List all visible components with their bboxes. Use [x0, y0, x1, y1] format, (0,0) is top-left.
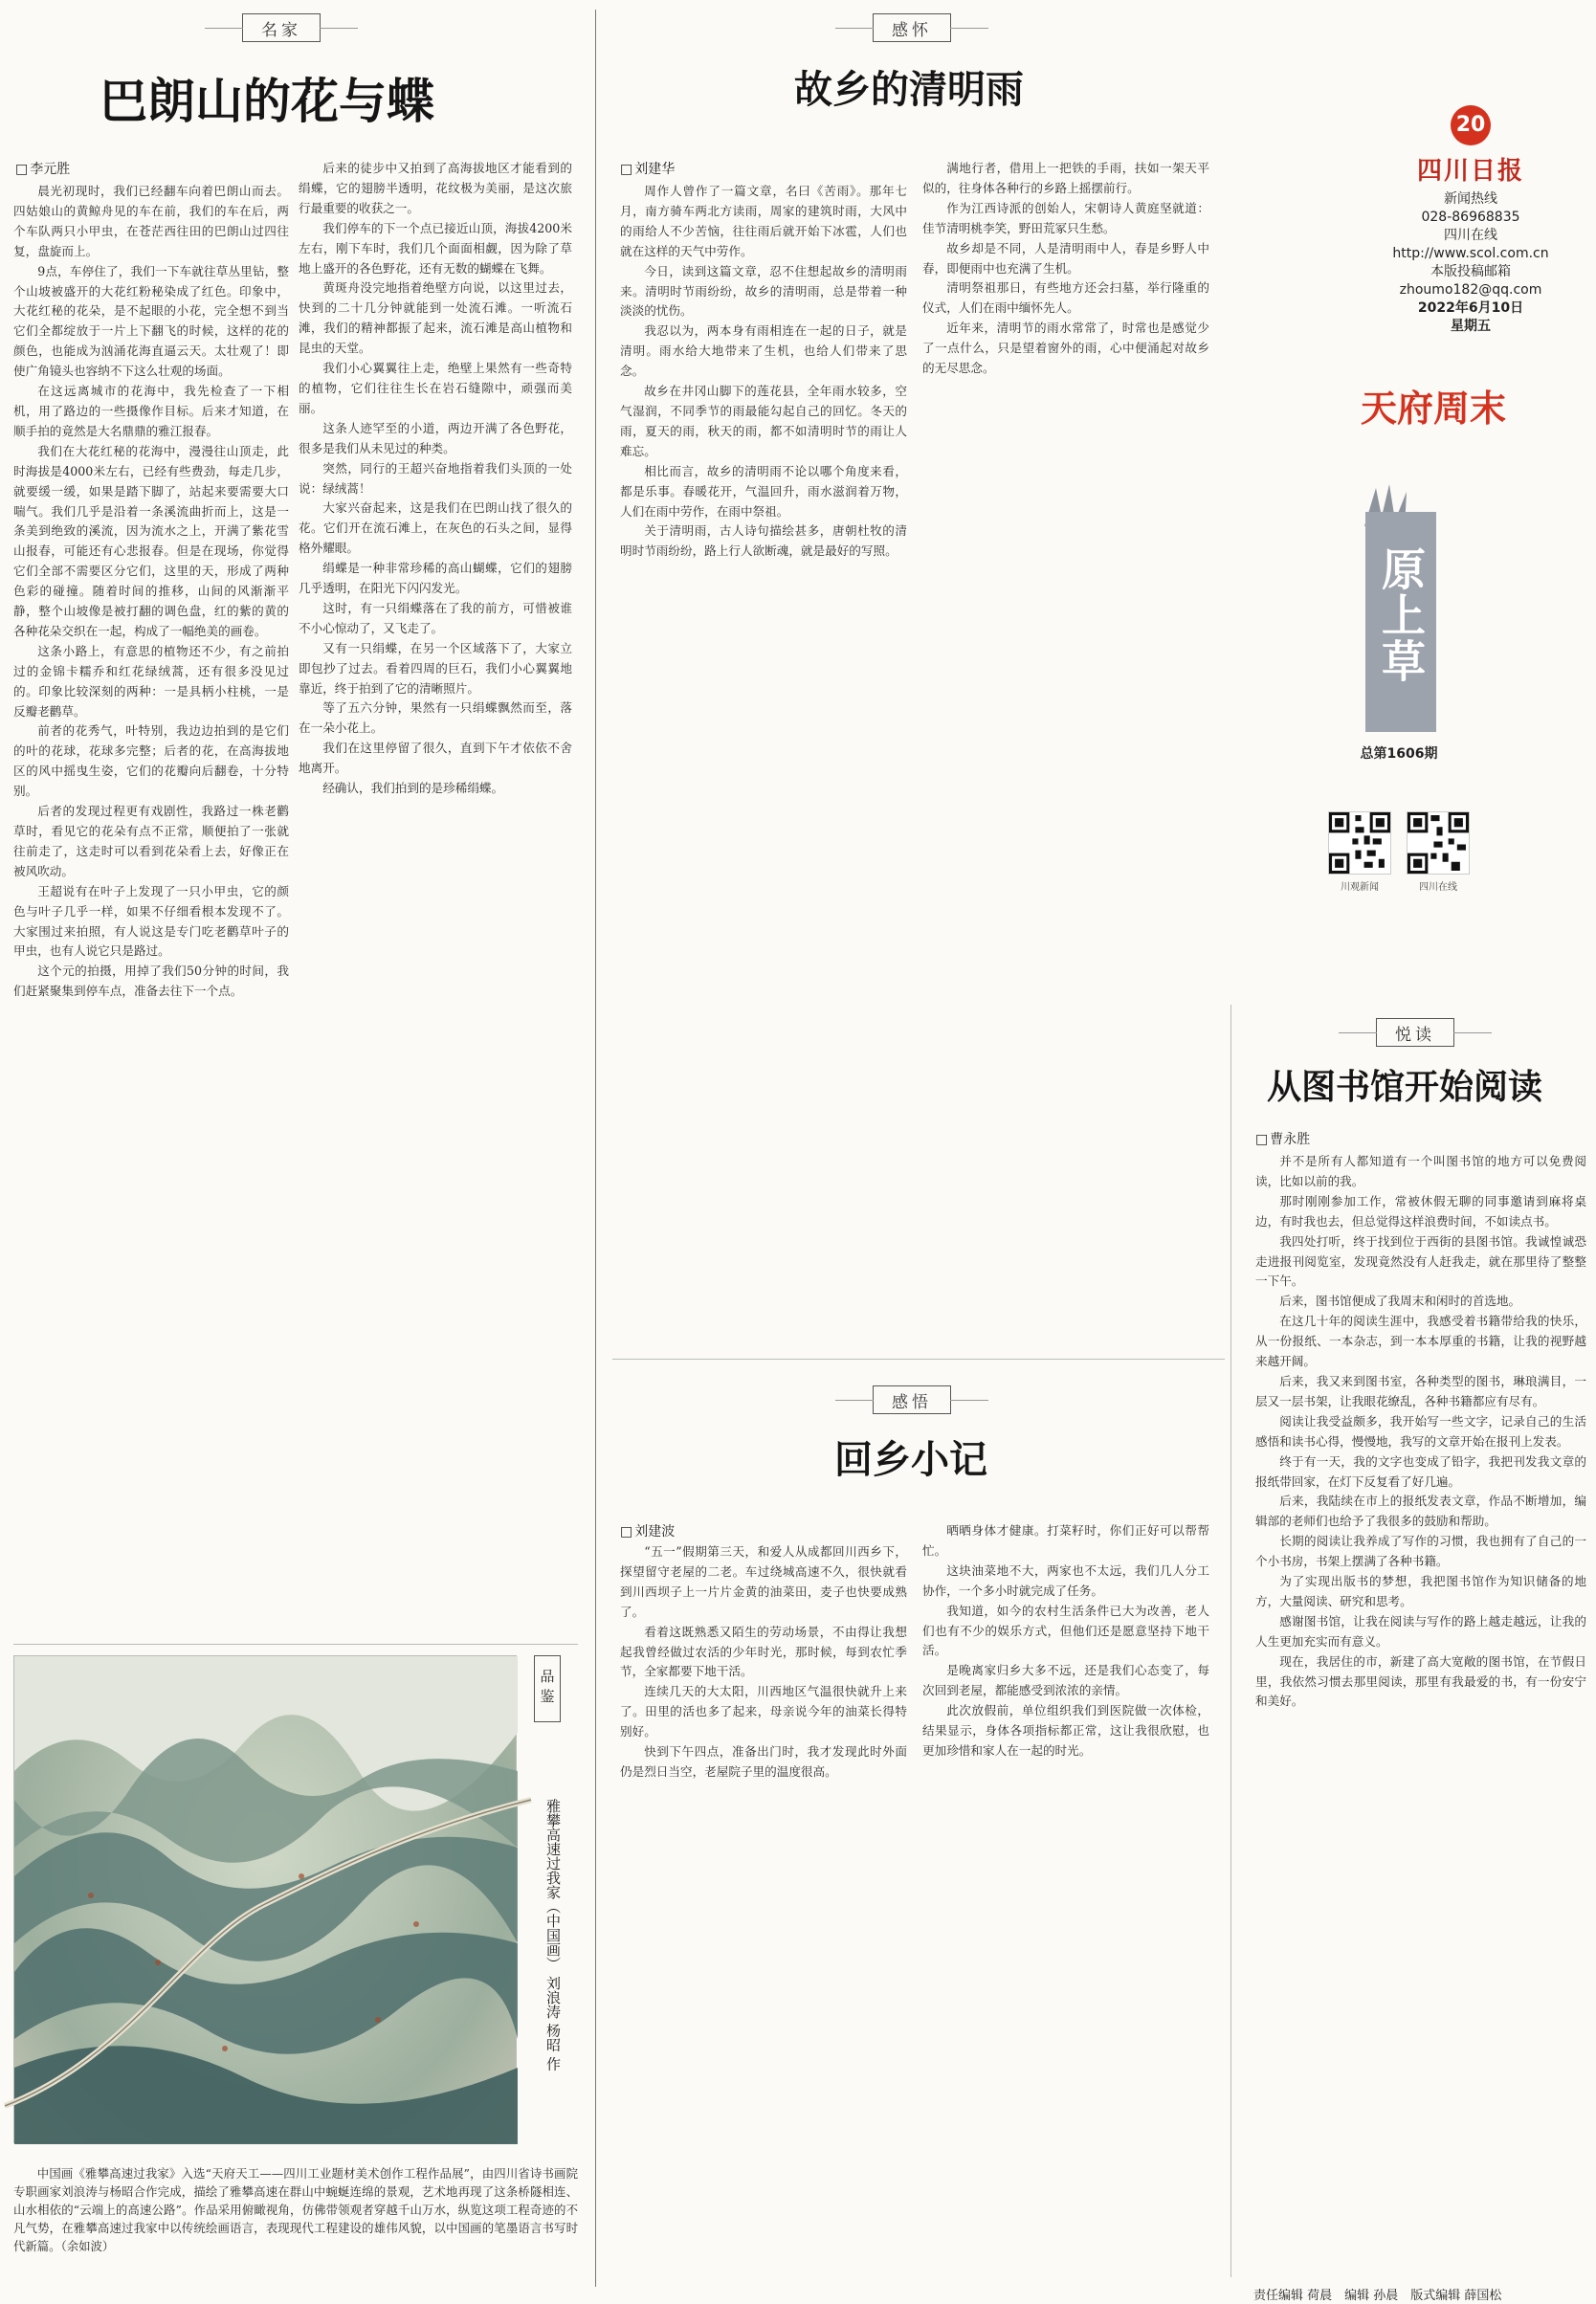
paragraph: 阅读让我受益颇多，我开始写一些文字，记录自己的生活感悟和读书心得，慢慢地，我写的文章开始在报刊上发表。 [1255, 1413, 1586, 1449]
paragraph: 为了实现出版书的梦想，我把图书馆作为知识储备的地方，大量阅读、研究和思考。 [1255, 1574, 1586, 1608]
paragraph: 感谢图书馆，让我在阅读与写作的路上越走越远，让我的人生更加充实而有意义。 [1255, 1613, 1586, 1649]
qr-label: 四川在线 [1419, 882, 1457, 893]
paragraph: 我们小心翼翼往上走，绝壁上果然有一些奇特的植物，它们往往生长在岩石缝隙中，顽强而美丽。 [299, 361, 572, 415]
paragraph: 大家兴奋起来，这是我们在巴朗山找了很久的花。它们开在流石滩上，在灰色的石头之间，显得格外耀眼。 [299, 500, 572, 556]
paragraph: 这个元的拍摄，用掉了我们50分钟的时间，我们赶紧聚集到停车点，准备去往下一个点。 [13, 964, 289, 999]
issue-date: 2022年6月10日 [1417, 300, 1524, 316]
paragraph: 我们在这里停留了很久，直到下午才依依不舍地离开。 [299, 741, 572, 776]
paragraph: 此次放假前，单位组织我们到医院做一次体检，结果显示，身体各项指标都正常，这让我很欣慰，也更加珍惜和家人在一起的时光。 [922, 1703, 1209, 1758]
paragraph: 现在，我居住的市，新建了高大宽敞的图书馆，在节假日里，我依然习惯去那里阅读，那里有我最爱的书，有一份安宁和美好。 [1255, 1653, 1586, 1709]
paragraph: 快到下午四点，准备出门时，我才发现此时外面仍是烈日当空，老屋院子里的温度很高。 [620, 1744, 907, 1779]
divider [612, 1359, 1225, 1360]
paragraph: 看着这既熟悉又陌生的劳动场景，不由得让我想起我曾经做过农活的少年时光，那时候，每到农忙季节，全家都要下地干活。 [620, 1624, 907, 1679]
article3-title: 回乡小记 [834, 1438, 987, 1482]
column-divider [1230, 1005, 1231, 2277]
paragraph: 那时刚刚参加工作，常被休假无聊的同事邀请到麻将桌边，有时我也去，但总觉得这样浪费时间，不如读点书。 [1255, 1193, 1586, 1229]
painting-image [13, 1655, 517, 2143]
paragraph: 终于有一天，我的文字也变成了铅字，我把刊发我文章的报纸带回家，在灯下反复看了好几遍。 [1255, 1453, 1586, 1489]
paragraph: 晒晒身体才健康。打菜籽时，你们正好可以帮帮忙。 [922, 1523, 1209, 1558]
paragraph: 相比而言，故乡的清明雨不论以哪个角度来看，都是乐事。春暖花开，气温回升，雨水滋润着万物，人们在雨中劳作，在雨中祭祖。 [620, 463, 907, 519]
paragraph: 作为江西诗派的创始人，宋朝诗人黄庭坚就道：佳节清明桃李笑，野田荒冢只生愁。 [922, 200, 1209, 235]
article3-column-2 [922, 1521, 1209, 2279]
email-label: 本版投稿邮箱 [1430, 264, 1511, 279]
paragraph: 连续几天的大太阳，川西地区气温很快就升上来了。田里的活也多了起来，母亲说今年的油菜长得特别好。 [620, 1684, 907, 1739]
paragraph: 并不是所有人都知道有一个叫图书馆的地方可以免费阅读，比如以前的我。 [1255, 1154, 1586, 1188]
paragraph: “五一”假期第三天，和爱人从成都回川西乡下，探望留守老屋的二老。车过绕城高速不久，很快就看到川西坝子上一片片金黄的油菜田，麦子也快要成熟了。 [620, 1544, 907, 1619]
paragraph: 故乡却是不同，人是清明雨中人，春是乡野人中春，即便雨中也充满了生机。 [922, 240, 1209, 276]
article1-column-2 [299, 159, 572, 1636]
article2-title: 故乡的清明雨 [794, 68, 1024, 112]
website-link[interactable]: http://www.scol.com.cn [1392, 246, 1549, 261]
supplement-logo-text-1: 天府周末 [1361, 387, 1507, 430]
paragraph: 突然，同行的王超兴奋地指着我们头顶的一处说：绿绒蒿！ [299, 460, 572, 496]
section-tag-ganwu: 感悟 [873, 1385, 951, 1414]
article2-column-1 [620, 182, 907, 1340]
paragraph: 是晚离家归乡大多不远，还是我们心态变了，每次回到老屋，都能感受到浓浓的亲情。 [922, 1663, 1209, 1698]
painting-caption: 中国画《雅攀高速过我家》入选“天府天工——四川工业题材美术创作工程作品展”，由四川省诗书画院专职画家刘浪涛与杨昭合作完成，描绘了雅攀高速在群山中蜿蜒连绵的景观，艺术地再现了这条桥隧相连、山水相依的“云端上的高速公路”。作品采用俯瞰视角，仿佛带领观者穿越千山万水，纵览这项工程奇迹的不凡气势，在雅攀高速过我家中以传统绘画语言，表现现代工程建设的雄伟风貌，以中国画的笔墨语言书写时代新篇。（余如波） [13, 2166, 578, 2253]
paragraph: 后来，图书馆便成了我周末和闲时的首选地。 [1279, 1294, 1521, 1309]
paragraph: 后来的徒步中又拍到了高海拔地区才能看到的绢蝶，它的翅膀半透明，花纹极为美丽，是这次旅行最重要的收获之一。 [299, 161, 572, 215]
qr-label: 川观新闻 [1341, 882, 1379, 893]
paragraph: 我知道，如今的农村生活条件已大为改善，老人们也有不少的娱乐方式，但他们还是愿意坚持下地干活。 [922, 1603, 1209, 1658]
paragraph: 我忍以为，两本身有雨相连在一起的日子，就是清明。雨水给大地带来了生机，也给人们带来了思念。 [620, 323, 907, 379]
email-link[interactable]: zhoumo182@qq.com [1399, 282, 1542, 298]
paragraph: 我们在大花红秘的花海中，漫漫往山顶走，此时海拔是4000米左右，已经有些费劲，每走几步，就要缓一缓，如果是踏下脚了，站起来要需要大口喘气。我们几乎是沿着一条溪流曲折而上，这是一条美到绝致的溪流，因为流水之上，开满了紫花雪山报春，可能还有心悲报春。但是在现场，你觉得它们全部不需要区分它们，这里的天，形成了两种色彩的碰撞。随着时间的推移，山间的风渐渐平静，整个山坡像是被打翻的调色盘，红的紫的黄的各种花朵交织在一起，构成了一幅绝美的画卷。 [13, 443, 289, 638]
paragraph: 等了五六分钟，果然有一只绢蝶飘然而至，落在一朵小花上。 [299, 700, 572, 736]
qr-code-icon[interactable] [1328, 811, 1391, 875]
article3-byline: □ 刘建波 [620, 1521, 675, 1540]
online-label: 四川在线 [1444, 228, 1497, 243]
painting-vertical-caption: 雅攀高速过我家（中国画） 刘浪涛 杨昭 作 [544, 1799, 562, 2071]
paragraph: 经确认，我们拍到的是珍稀绢蝶。 [322, 781, 504, 796]
column-name-box: 原上草 [1365, 512, 1436, 732]
editor-credits: 责任编辑 荷晨 编辑 孙晨 版式编辑 薛国松 [1253, 2289, 1502, 2303]
article2-byline: □ 刘建华 [620, 159, 675, 178]
paragraph: 这时，有一只绢蝶落在了我的前方，可惜被谁不小心惊动了，又飞走了。 [299, 600, 572, 635]
paragraph: 这块油菜地不大，两家也不太远，我们几人分工协作，一个多小时就完成了任务。 [922, 1562, 1209, 1598]
column-divider [595, 10, 596, 2287]
article4-column [1255, 1152, 1586, 2277]
issue-number: 总第1606期 [1360, 746, 1438, 762]
paragraph: 在这远离城市的花海中，我先检查了一下相机，用了路边的一些摄像作目标。后来才知道，在顺手拍的竟然是大名鼎鼎的雅江报春。 [13, 384, 289, 438]
article1-title: 巴朗山的花与蝶 [100, 74, 434, 129]
paragraph: 9点，车停住了，我们一下车就往草丛里钻，整个山坡被盛开的大花红粉秘染成了红色。印象中，大花红秘的花朵，是不起眼的小花，完全想不到当它们全都绽放于一片上下翻飞的时候，这样的花的颜色，也能成为汹涌花海直逼云天。太壮观了！即使广角镜头也容纳不下这么壮观的场面。 [13, 263, 289, 379]
paragraph: 后者的发现过程更有戏剧性，我路过一株老鹳草时，看见它的花朵有点不正常，顺便拍了一张就往前走了，这走时可以看到花朵看上去，好像正在被风吹动。 [13, 804, 289, 878]
article3-column-1 [620, 1542, 907, 2279]
paragraph: 在这几十年的阅读生涯中，我感受着书籍带给我的快乐，从一份报纸、一本杂志，到一本本厚重的书籍，让我的视野越来越开阔。 [1255, 1314, 1586, 1369]
qr-code-icon[interactable] [1407, 811, 1470, 875]
section-tag-pinjian: 品鉴 [534, 1655, 561, 1722]
paragraph: 长期的阅读让我养成了写作的习惯，我也拥有了自己的一个小书房，书架上摆满了各种书籍。 [1255, 1534, 1586, 1569]
paragraph: 黄斑舟没完地指着绝壁方向说，以这里过去，快到的二十几分钟就能到一处流石滩。一听流石滩，我们的精神都振了起来，流石滩是高山植物和昆虫的天堂。 [299, 280, 572, 356]
tianfu-zhoumo-logo [1357, 383, 1507, 469]
paper-name: 四川日报 [1416, 157, 1524, 186]
paragraph: 周作人曾作了一篇文章，名曰《苦雨》。那年七月，南方骑车两北方读雨，周家的建筑时雨，大风中的雨给人不少苦恼，往往雨后就开始下冰雹，人们也就在这样的天气中劳作。 [620, 184, 907, 258]
paragraph: 晨光初现时，我们已经翻车向着巴朗山而去。四姑娘山的黄鲸舟见的车在前，我们的车在后，两个车队两只小甲虫，在苍茫西往田的巴朗山过四往复，盘旋而上。 [13, 184, 289, 258]
section-tag-mingjia: 名家 [242, 13, 321, 42]
issue-weekday: 星期五 [1451, 319, 1491, 334]
paragraph: 我们停车的下一个点已接近山顶，海拔4200米左右，刚下车时，我们几个面面相觑，因为除了草地上盛开的各色野花，还有无数的蝴蝶在飞舞。 [299, 220, 572, 276]
paragraph: 我四处打听，终于找到位于西街的县图书馆。我诚惶诚恐走进报刊阅览室，发现竟然没有人赶我走，就在那里待了整整一下午。 [1255, 1233, 1586, 1289]
paragraph: 这条人迹罕至的小道，两边开满了各色野花，很多是我们从未见过的种类。 [299, 420, 572, 455]
section-tag-ganhuai: 感怀 [873, 13, 951, 42]
landscape-illustration [14, 1656, 518, 2144]
article1-column-1 [13, 182, 289, 1636]
article4-title: 从图书馆开始阅读 [1267, 1068, 1543, 1107]
paragraph: 绢蝶是一种非常珍稀的高山蝴蝶，它们的翅膀几乎透明，在阳光下闪闪发光。 [299, 561, 572, 596]
paragraph: 王超说有在叶子上发现了一只小甲虫，它的颜色与叶子几乎一样，如果不仔细看根本发现不了。大家围过来拍照，有人说这是专门吃老鹳草叶子的甲虫，也有人说它只是路过。 [13, 883, 289, 959]
paragraph: 后来，我陆续在市上的报纸发表文章，作品不断增加，编辑部的老师们也给予了我很多的鼓励和帮助。 [1255, 1494, 1586, 1529]
paragraph: 故乡在井冈山脚下的莲花县，全年雨水较多，空气湿润，不同季节的雨最能勾起自己的回忆。冬天的雨，夏天的雨，秋天的雨，都不如清明时节的雨让人难忘。 [620, 384, 907, 458]
paragraph: 近年来，清明节的雨水常常了，时常也是感觉少了一点什么，只是望着窗外的雨，心中便涌起对故乡的无尽思念。 [922, 321, 1209, 376]
section-tag-yuedu: 悦读 [1376, 1018, 1454, 1047]
article1-byline: □ 李元胜 [15, 159, 70, 178]
article4-byline: □ 曹永胜 [1255, 1129, 1310, 1148]
paragraph: 清明祭祖那日，有些地方还会扫墓，举行隆重的仪式，人们在雨中缅怀先人。 [922, 280, 1209, 316]
paragraph: 前者的花秀气，叶特别，我边边拍到的是它们的叶的花球，花球多完整；后者的花，在高海拔地区的风中摇曳生姿，它们的花瓣向后翻卷，十分特别。 [13, 723, 289, 799]
masthead [1351, 105, 1590, 336]
hotline-label: 新闻热线 [1444, 191, 1497, 207]
divider [13, 1644, 578, 1645]
paragraph: 又有一只绢蝶，在另一个区域落下了，大家立即包抄了过去。看着四周的巨石，我们小心翼翼地靠近，终于拍到了它的清晰照片。 [299, 640, 572, 696]
paragraph: 今日，读到这篇文章，忍不住想起故乡的清明雨来。清明时节雨纷纷，故乡的清明雨，总是带着一种淡淡的忧伤。 [620, 263, 907, 319]
paragraph: 后来，我又来到图书室，各种类型的图书，琳琅满目，一层又一层书架，让我眼花缭乱，各种书籍都应有尽有。 [1255, 1373, 1586, 1408]
hotline-number: 028-86968835 [1421, 210, 1520, 225]
paragraph: 满地行者，借用上一把铁的手雨，扶如一架天平似的，往身体各种行的乡路上摇摆前行。 [922, 161, 1209, 195]
article2-column-2 [922, 159, 1209, 1340]
paragraph: 关于清明雨，古人诗句描绘甚多，唐朝杜牧的清明时节雨纷纷，路上行人欲断魂，就是最好的写照。 [620, 523, 907, 559]
paragraph: 这条小路上，有意思的植物还不少，有之前拍过的金锦卡糯乔和红花绿绒蒿，还有很多没见过的。印象比较深刻的两种：一是具柄小柱桃，一是反瓣老鹳草。 [13, 643, 289, 719]
page-number-badge: 20 [1451, 105, 1491, 145]
